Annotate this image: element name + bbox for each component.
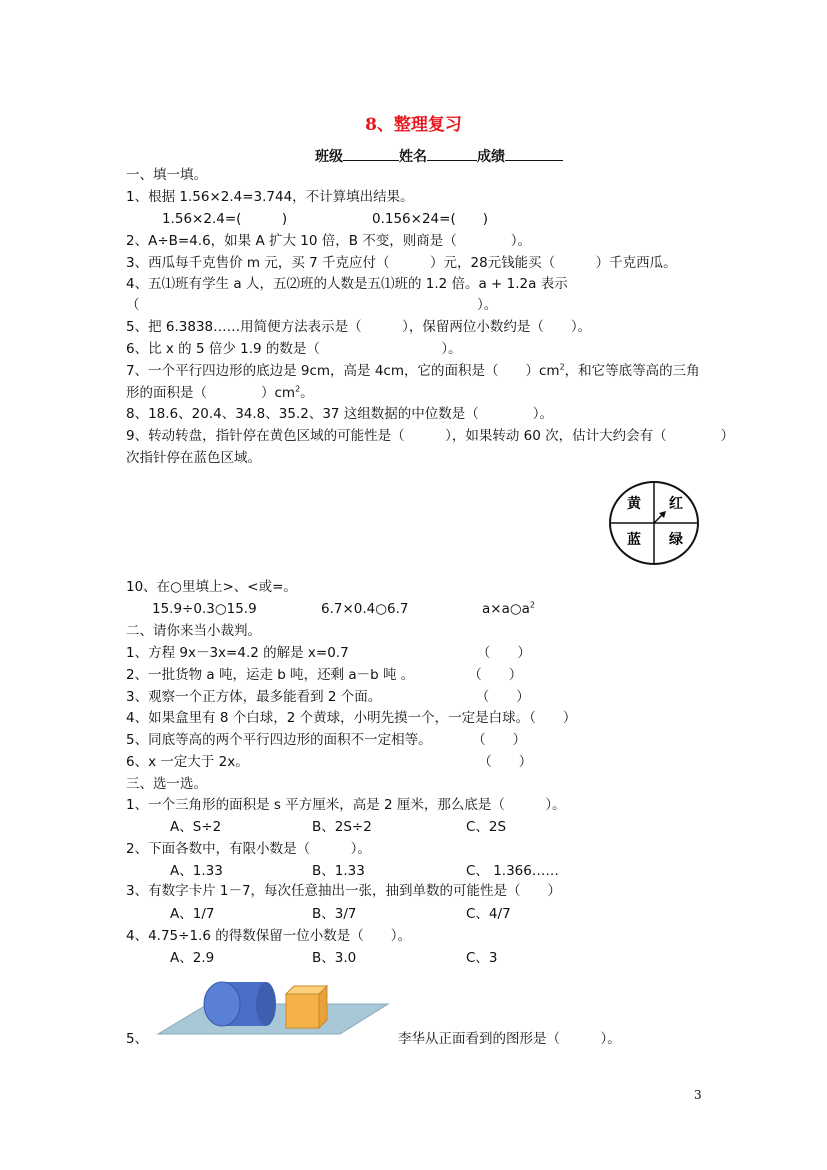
question-1-8: 8、18.6、20.4、34.8、35.2、37 这组数据的中位数是（ ）。 [126, 406, 554, 422]
page-number: 3 [694, 1088, 702, 1102]
question-2-1: 1、方程 9x－3x=4.2 的解是 x=0.7 （ ） [126, 645, 531, 661]
question-1-10: 10、在○里填上>、<或=。 [126, 579, 297, 595]
score-blank[interactable] [505, 146, 563, 161]
cube-shape [286, 986, 327, 1028]
question-1-7-line1: 7、一个平行四边形的底边是 9cm，高是 4cm，它的面积是（ ）$cm^2$，和它等底等高的三角 [126, 362, 700, 379]
section-1-heading: 一、填一填。 [126, 167, 207, 183]
section-2-heading: 二、请你来当小裁判。 [126, 623, 261, 639]
question-2-5: 5、同底等高的两个平行四边形的面积不一定相等。 （ ） [126, 732, 527, 748]
q1-item-1: 1.56×2.4=( ) [162, 211, 288, 227]
q3-3-option-a: A、1/7 [170, 906, 215, 922]
q3-1-option-c: C、2S [466, 819, 507, 835]
question-3-3: 3、有数字卡片 1－7，每次任意抽出一张，抽到单数的可能性是（ ） [126, 883, 562, 899]
q3-2-option-b: B、1.33 [312, 863, 365, 879]
spinner-wheel [608, 480, 700, 566]
question-1-7-line2: 形的面积是（ ）$cm^2$。 [126, 384, 314, 401]
name-label: 姓名 [399, 149, 427, 165]
name-blank[interactable] [427, 146, 477, 161]
q3-3-option-b: B、3/7 [312, 906, 357, 922]
cylinder-cube-scene [156, 976, 396, 1038]
question-1-2: 2、A÷B=4.6，如果 A 扩大 10 倍，B 不变，则商是（ ）。 [126, 233, 532, 249]
question-3-4: 4、4.75÷1.6 的得数保留一位小数是（ ）。 [126, 928, 411, 944]
score-label: 成绩 [477, 149, 505, 165]
question-3-5-text: 李华从正面看到的图形是（ ）。 [398, 1031, 621, 1047]
q3-3-option-c: C、4/7 [466, 906, 511, 922]
page-title: 8、整理复习 [365, 115, 462, 135]
question-3-2: 2、下面各数中，有限小数是（ ）。 [126, 841, 371, 857]
student-info [315, 146, 563, 166]
q3-1-option-b: B、2S÷2 [312, 819, 372, 835]
question-2-4: 4、如果盒里有 8 个白球，2 个黄球，小明先摸一个，一定是白球。（ ） [126, 710, 577, 726]
q10-item-2: 6.7×0.4○6.7 [321, 601, 409, 617]
question-1-1: 1、根据 1.56×2.4=3.744，不计算填出结果。 [126, 189, 414, 205]
question-2-6: 6、x 一定大于 2x。 （ ） [126, 754, 533, 770]
q3-2-option-c: C、 1.366…… [466, 863, 559, 879]
question-1-9: 9、转动转盘，指针停在黄色区域的可能性是（ ），如果转动 60 次，估计大约会有（ ） [126, 428, 735, 444]
question-2-3: 3、观察一个正方体，最多能看到 2 个面。 （ ） [126, 689, 530, 705]
spinner-label-red: 红 [669, 496, 683, 512]
q3-4-option-c: C、3 [466, 950, 498, 966]
spinner-label-blue: 蓝 [627, 532, 641, 548]
question-1-4: 4、五⑴班有学生 a 人，五⑵班的人数是五⑴班的 1.2 倍。a + 1.2a 表示 [126, 276, 568, 292]
spinner-label-green: 绿 [669, 532, 683, 548]
q3-4-option-b: B、3.0 [312, 950, 357, 966]
class-blank[interactable] [343, 146, 399, 161]
q3-1-option-a: A、S÷2 [170, 819, 222, 835]
question-1-6: 6、比 x 的 5 倍少 1.9 的数是（ ）。 [126, 341, 462, 357]
question-1-5: 5、把 6.3838……用简便方法表示是（ ），保留两位小数约是（ ）。 [126, 319, 592, 335]
q1-item-2: 0.156×24=( ) [372, 211, 488, 227]
question-1-4-blank: （ ）。 [126, 297, 498, 313]
spinner-label-yellow: 黄 [627, 496, 641, 512]
section-3-heading: 三、选一选。 [126, 776, 207, 792]
question-1-9-cont: 次指针停在蓝色区域。 [126, 450, 261, 466]
question-3-1: 1、一个三角形的面积是 s 平方厘米，高是 2 厘米，那么底是（ ）。 [126, 797, 566, 813]
question-3-5-number: 5、 [126, 1031, 149, 1047]
cylinder-shape [204, 982, 276, 1026]
q10-item-1: 15.9÷0.3○15.9 [152, 601, 257, 617]
q3-4-option-a: A、2.9 [170, 950, 215, 966]
q3-2-option-a: A、1.33 [170, 863, 223, 879]
q10-item-3: $a\times a○a^2$ [482, 600, 536, 617]
question-2-2: 2、一批货物 a 吨，运走 b 吨，还剩 a－b 吨 。 （ ） [126, 667, 523, 683]
question-1-3: 3、西瓜每千克售价 m 元，买 7 千克应付（ ）元，28元钱能买（ ）千克西瓜。 [126, 255, 677, 271]
class-label: 班级 [315, 149, 343, 165]
